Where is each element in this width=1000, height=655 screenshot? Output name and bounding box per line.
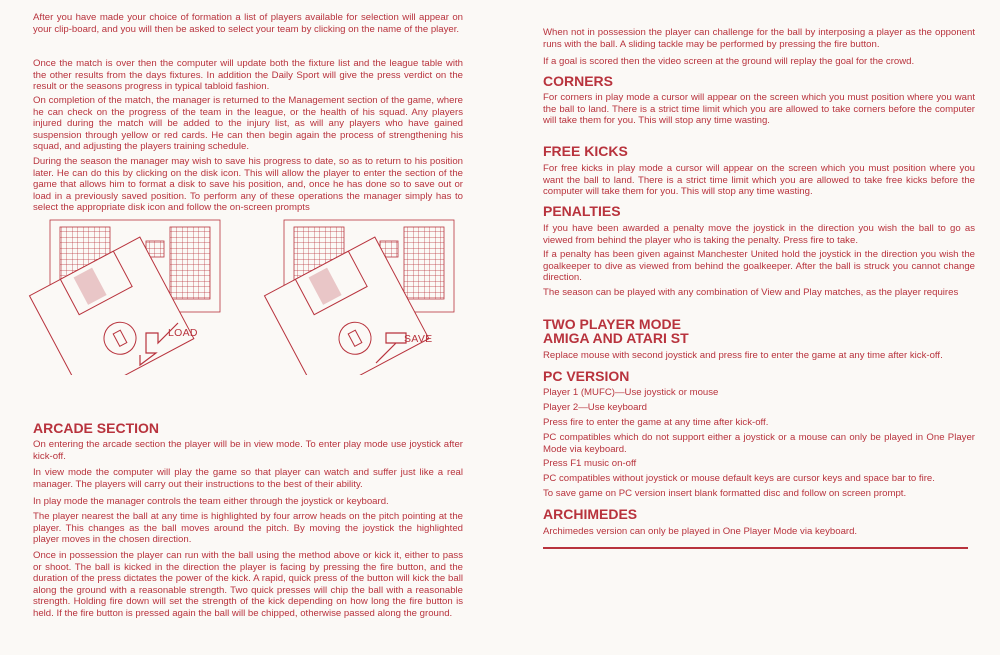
floppy-disk-icon <box>28 215 468 375</box>
two-player-heading-2: AMIGA AND ATARI ST <box>543 330 689 346</box>
penalties-paragraph-3: The season can be played with any combination of View and Play matches, as the player requires <box>543 287 959 298</box>
arcade-paragraph-2: In view mode the computer will play the game so that player can watch and suffer just like a real manager. The players will carry out their instructions to the best of their ability. <box>33 467 463 490</box>
archimedes-heading: ARCHIMEDES <box>543 506 638 522</box>
penalties-heading: PENALTIES <box>543 203 621 219</box>
arcade-paragraph-3: In play mode the manager controls the team either through the joystick or keyboard. <box>33 496 389 507</box>
possession-paragraph-2: If a goal is scored then the video screen at the ground will replay the goal for the crowd. <box>543 56 915 67</box>
arcade-paragraph-5: Once in possession the player can run with the ball using the method above or kick it, either to pass or shoot. The ball is kicked in the direction the player is facing by pressing the fire button, and the duration of the press dictates the power of the kick. A rapid, quick press of the button will kick the ball along the ground with a reasonable strength. Two quick presses will chip the ball with a reasonable strength. Holding fire down will set the strength of the kick depending on how long the fire button is held. If the fire button is pressed again the ball will be chipped, otherwise passed along the ground. <box>33 550 463 619</box>
load-screen <box>29 220 220 375</box>
intro-paragraph-4: During the season the manager may wish to save his progress to date, so as to return to his position later. He can do this by clicking on the disk icon. This will allow the player to enter the section of the game that allows him to format a disk to save his position, and, once he has done so to save out or load in a previously saved position. To perform any of these operations the manager simply has to select the appropriate disk icon and follow the on-screen prompts <box>33 156 463 214</box>
disk-illustration <box>28 215 468 375</box>
corners-heading: CORNERS <box>543 73 614 89</box>
arcade-paragraph-1: On entering the arcade section the player will be in view mode. To enter play mode use joystick after kick-off. <box>33 439 463 462</box>
pc-line-3: Press fire to enter the game at any time after kick-off. <box>543 417 769 428</box>
pc-line-1: Player 1 (MUFC)—Use joystick or mouse <box>543 387 719 398</box>
pc-line-7: To save game on PC version insert blank formatted disc and follow on screen prompt. <box>543 488 907 499</box>
corners-paragraph: For corners in play mode a cursor will appear on the screen which you must position where you want the ball to land. There is a strict time limit which you are allowed to take corners before the computer will take them for you. This will stop any time wasting. <box>543 92 975 127</box>
two-player-paragraph: Replace mouse with second joystick and press fire to enter the game at any time after kick-off. <box>543 350 943 361</box>
archimedes-paragraph: Archimedes version can only be played in One Player Mode via keyboard. <box>543 526 858 537</box>
arcade-paragraph-4: The player nearest the ball at any time is highlighted by four arrow heads on the pitch pointing at the player. This changes as the ball moves around the pitch. By moving the joystick the highlighted player moves in the chosen direction. <box>33 511 463 546</box>
pc-line-5: Press F1 music on-off <box>543 458 637 469</box>
free-kicks-paragraph: For free kicks in play mode a cursor will appear on the screen which you must position where you want the ball to land. There is a strict time limit which you are allowed to take free kicks before the computer will take them for you. This will stop any time wasting. <box>543 163 975 198</box>
possession-paragraph-1: When not in possession the player can challenge for the ball by interposing a player as the opponent runs with the ball. A sliding tackle may be performed by pressing the fire button. <box>543 27 975 50</box>
arcade-heading: ARCADE SECTION <box>33 420 160 436</box>
intro-paragraph-3: On completion of the match, the manager is returned to the Management section of the game, where he can check on the progress of the team in the league, or the health of his squad. Any players injured during the match will be added to the injury list, as will any players who have gained suspension through yellow or red cards. He can then begin again the process of strengthening his squad, and adjusting the players training schedule. <box>33 95 463 153</box>
free-kicks-heading: FREE KICKS <box>543 143 628 159</box>
pc-line-6: PC compatibles without joystick or mouse default keys are cursor keys and space bar to fire. <box>543 473 935 484</box>
load-label: LOAD <box>168 327 198 339</box>
two-player-heading-1: TWO PLAYER MODE <box>543 316 681 332</box>
intro-paragraph-1: After you have made your choice of formation a list of players available for selection will appear on your clip-board, and you will then be asked to select your team by clicking on the name of the player. <box>33 12 463 35</box>
pc-version-heading: PC VERSION <box>543 368 630 384</box>
section-divider <box>543 547 968 549</box>
penalties-paragraph-1: If you have been awarded a penalty move the joystick in the direction you wish the ball to go as viewed from behind the player who is taking the penalty. Press fire to take. <box>543 223 975 246</box>
penalties-paragraph-2: If a penalty has been given against Manchester United hold the joystick in the direction you wish the goalkeeper to dive as viewed from behind the goalkeeper. After the ball is struck you cannot change direction. <box>543 249 975 284</box>
intro-paragraph-2: Once the match is over then the computer will update both the fixture list and the league table with the other results from the days fixtures. In addition the Daily Sport will give the press verdict on the result or the seasons progress in typical tabloid fashion. <box>33 58 463 93</box>
save-screen <box>264 220 454 375</box>
pc-line-2: Player 2—Use keyboard <box>543 402 647 413</box>
save-label: SAVE <box>404 333 433 345</box>
pc-line-4: PC compatibles which do not support either a joystick or a mouse can only be played in One Player Mode via keyboard. <box>543 432 975 455</box>
